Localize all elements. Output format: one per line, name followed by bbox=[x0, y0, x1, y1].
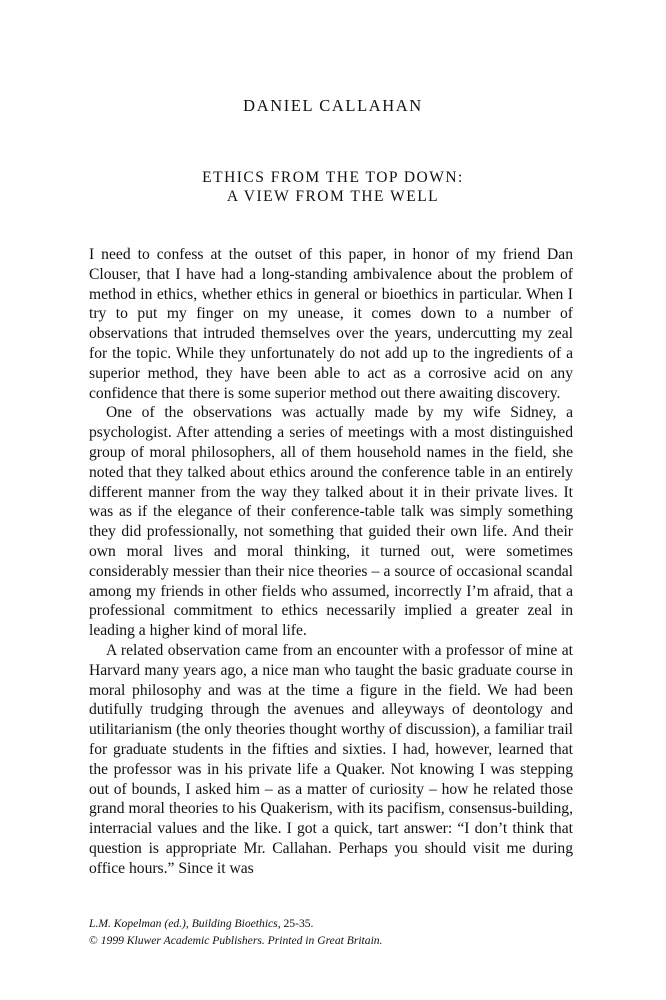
citation-line bbox=[89, 915, 573, 932]
article-title-line-1: ETHICS FROM THE TOP DOWN: bbox=[202, 169, 464, 186]
author-name: DANIEL CALLAHAN bbox=[243, 96, 423, 115]
article-body bbox=[89, 245, 573, 879]
copyright-line bbox=[89, 932, 573, 949]
citation-pages: 25-35. bbox=[283, 917, 314, 930]
copyright-text: 1999 Kluwer Academic Publishers. Printed in Great Britain. bbox=[100, 934, 383, 947]
citation-source: L.M. Kopelman (ed.), Building Bioethics, bbox=[89, 917, 281, 930]
body-paragraph-1: I need to confess at the outset of this paper, in honor of my friend Dan Clouser, that I have had a long-standing ambivalence about the problem of method in ethics, whether ethics in general or bioethics in particular. When I try to put my finger on my unease, it comes down to a number of observations that intruded themselves over the years, undercutting my zeal for the topic. While they unfortunately do not add up to the ingredients of a superior method, they have been able to act as a corrosive acid on any confidence that there is some superior method out there awaiting discovery. bbox=[89, 246, 573, 402]
copyright-symbol: © bbox=[89, 934, 98, 947]
article-title bbox=[0, 168, 666, 206]
body-paragraph-3: A related observation came from an encounter with a professor of mine at Harvard many years ago, a nice man who taught the basic graduate course in moral philosophy and was at the time a figure in the field. We had been dutifully trudging through the avenues and alleyways of deontology and utilitarianism (the only theories thought worthy of discussion), a familiar trail for graduate students in the fifties and sixties. I had, however, learned that the professor was in his private life a Quaker. Not knowing I was stepping out of bounds, I asked him – as a matter of curiosity – how he related those grand moral theories to his Quakerism, with its pacifism, consensus-building, interracial values and the like. I got a quick, tart answer: “I don’t think that question is appropriate Mr. Callahan. Perhaps you should visit me during office hours.” Since it was bbox=[89, 641, 573, 877]
body-paragraph-2: One of the observations was actually made by my wife Sidney, a psychologist. After attending a series of meetings with a most distinguished group of moral philosophers, all of them household names in the field, she noted that they talked about ethics around the conference table in an entirely different manner from the way they talked about it in their private lives. It was as if the elegance of their conference-table talk was simply something they did professionally, not something that guided their own life. And their own moral lives and moral thinking, it turned out, were sometimes considerably messier than their nice theories – a source of occasional scandal among my friends in other fields who assumed, incorrectly I’m afraid, that a professional commitment to ethics necessarily implied a greater zeal in leading a higher kind of moral life. bbox=[89, 404, 573, 640]
article-title-line-2: A VIEW FROM THE WELL bbox=[226, 188, 440, 205]
page-footer bbox=[89, 915, 573, 949]
